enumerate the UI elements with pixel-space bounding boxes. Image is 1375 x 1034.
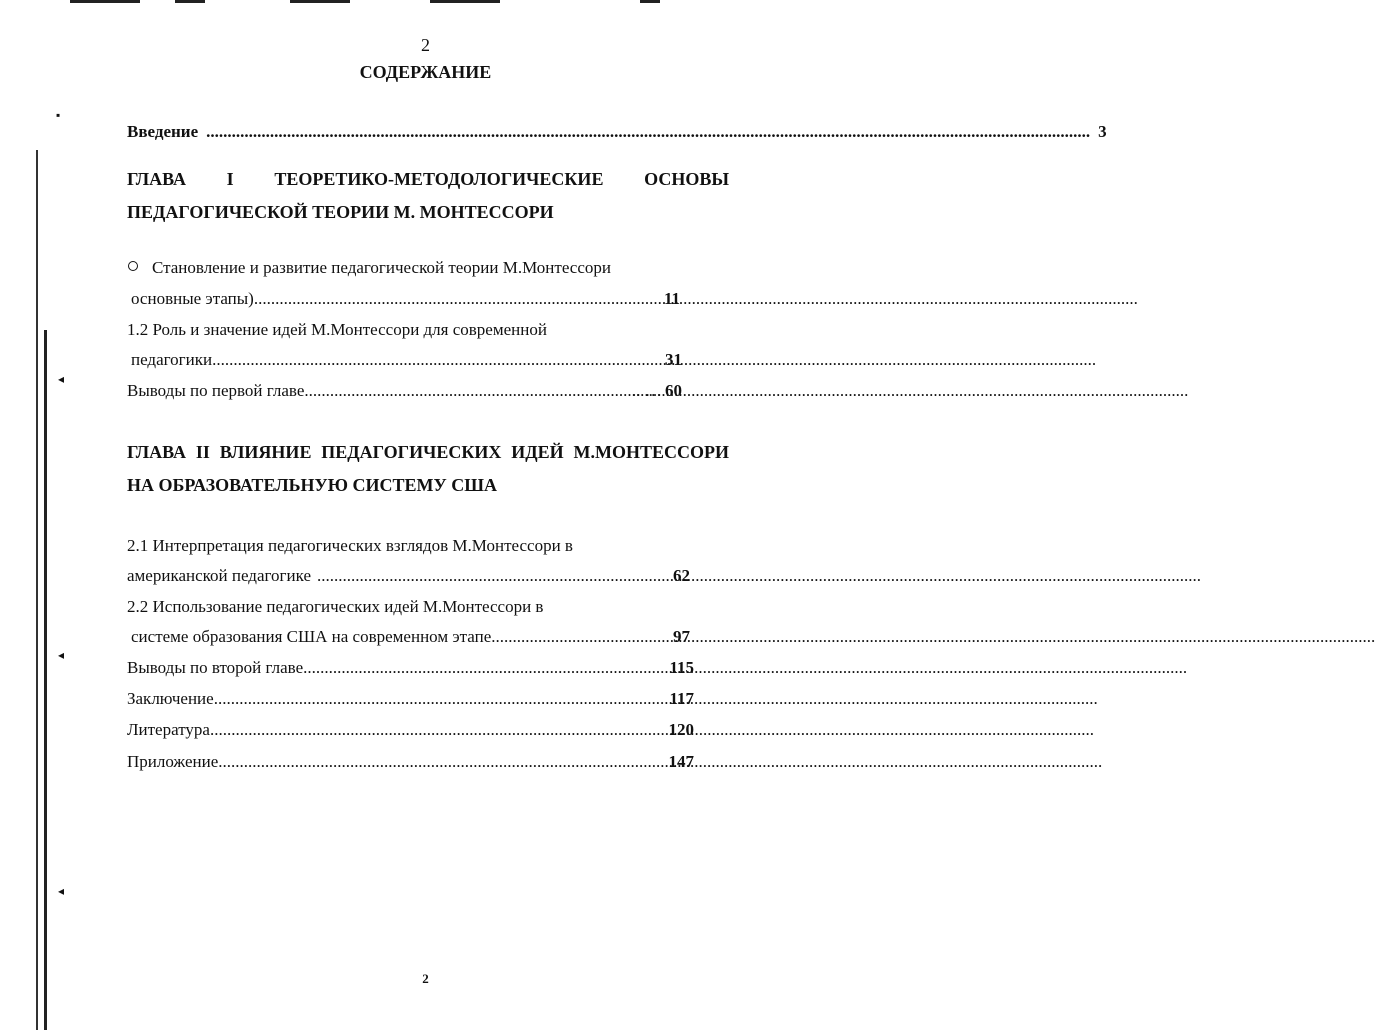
leader-dots: [303, 658, 1187, 678]
leader-dots: [304, 381, 1188, 401]
toc-intro-page: 3: [1098, 122, 1107, 141]
toc-entry-2-1-line1[interactable]: 2.1 Интерпретация педагогических взглядов М.Монтессори в: [127, 536, 573, 555]
toc-entry-literatura[interactable]: [127, 720, 659, 740]
scan-binding-edge: [36, 150, 52, 1030]
toc-entry-1-1-line2[interactable]: [131, 289, 651, 309]
scan-speck: ◂: [58, 648, 65, 662]
chapter-1-heading: [127, 163, 729, 229]
toc-entry-page: 115: [669, 658, 694, 677]
chapter-1-word: ТЕОРЕТИКО-МЕТОДОЛОГИЧЕСКИЕ: [274, 169, 604, 189]
chapter-1-word: ГЛАВА: [127, 169, 187, 189]
chapter-2-word: М.МОНТЕССОРИ: [573, 442, 729, 462]
scan-artifact-top: [430, 0, 500, 3]
toc-entry-text: американской педагогике: [127, 566, 311, 585]
toc-entry-page: 31: [665, 350, 682, 369]
chapter-1-title-line2: ПЕДАГОГИЧЕСКОЙ ТЕОРИИ М. МОНТЕССОРИ: [127, 202, 554, 222]
toc-entry-page: 117: [669, 689, 694, 708]
toc-entry-text: системе образования США на современном этапе: [131, 627, 492, 646]
toc-entry-text: Выводы по второй главе: [127, 658, 304, 677]
toc-entry-2-2-line1[interactable]: 2.2 Использование педагогических идей М.Монтессори в: [127, 597, 544, 616]
toc-entry-text: Становление и развитие педагогической теории М.Монтессори: [152, 258, 611, 277]
toc-entry-2-1-line2[interactable]: [127, 566, 661, 586]
toc-intro-label: Введение: [127, 122, 199, 141]
toc-entry-page: 97: [673, 627, 690, 646]
leader-dots: [317, 566, 1201, 586]
scan-artifact-top: [175, 0, 205, 3]
toc-entry-page: 120: [668, 720, 694, 739]
toc-entry-page: 11: [663, 289, 680, 308]
toc-entry-conclusion-1[interactable]: [127, 381, 631, 401]
chapter-2-word: ГЛАВА: [127, 442, 187, 462]
scan-artifact-top: [70, 0, 140, 3]
scan-artifact-top: [290, 0, 350, 3]
toc-entry-2-2-line2[interactable]: [131, 627, 661, 647]
toc-entry-zaklyuchenie[interactable]: [127, 689, 659, 709]
page-number-top: 2: [421, 35, 430, 55]
leader-dots: [212, 350, 1096, 370]
toc-entry-1-2-line2[interactable]: [131, 350, 653, 370]
chapter-2-word: II: [195, 442, 210, 462]
toc-entry-1-1-line1[interactable]: [128, 258, 611, 278]
chapter-2-title-line2: НА ОБРАЗОВАТЕЛЬНУЮ СИСТЕМУ США: [127, 475, 497, 495]
leader-dots: [210, 720, 1094, 740]
toc-entry-text: Выводы по первой главе: [127, 381, 305, 400]
toc-entry-page: 62: [673, 566, 690, 585]
toc-entry-prilozhenie[interactable]: [127, 752, 659, 772]
leader-dots: [254, 289, 1138, 309]
toc-entry-text: Заключение: [127, 689, 214, 708]
chapter-1-word: I: [226, 169, 234, 189]
chapter-1-word: ОСНОВЫ: [644, 169, 729, 189]
toc-entry-page: 60: [665, 381, 682, 400]
page-number-bottom: 2: [422, 971, 429, 986]
toc-entry-conclusion-2[interactable]: [127, 658, 659, 678]
toc-entry-text: основные этапы): [131, 289, 254, 308]
chapter-2-word: ВЛИЯНИЕ: [219, 442, 312, 462]
toc-intro[interactable]: [127, 122, 1107, 142]
toc-entry-text: педагогики: [131, 350, 213, 369]
leader-dots: [206, 122, 1090, 142]
leader-dots: [214, 689, 1098, 709]
leader-dots: [491, 627, 1375, 647]
scan-speck: ◂: [58, 372, 65, 386]
toc-entry-1-2-line1[interactable]: 1.2 Роль и значение идей М.Монтессори для современной: [127, 320, 547, 339]
scan-speck: ◂: [58, 884, 65, 898]
toc-entry-text: Литература: [127, 720, 210, 739]
toc-entry-extra: .. …: [632, 381, 662, 400]
bullet-circle-icon: [128, 261, 138, 271]
chapter-2-word: ПЕДАГОГИЧЕСКИХ: [321, 442, 502, 462]
toc-entry-page: 147: [668, 752, 694, 771]
chapter-2-word: ИДЕЙ: [511, 442, 564, 462]
leader-dots: [218, 752, 1102, 772]
scan-speck: ▪: [56, 108, 61, 122]
toc-entry-text: Приложение: [127, 752, 219, 771]
scan-artifact-top: [640, 0, 660, 3]
page-title: СОДЕРЖАНИЕ: [359, 62, 492, 82]
chapter-2-heading: [127, 436, 729, 502]
